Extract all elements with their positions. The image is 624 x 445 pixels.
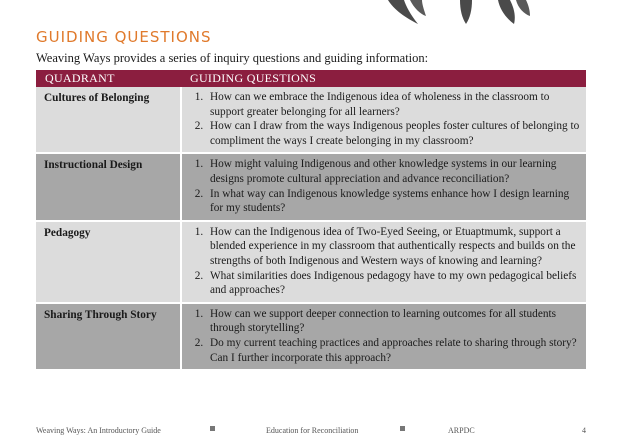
question-list — [190, 90, 580, 148]
footer-separator-icon — [400, 426, 405, 431]
footer-organization: ARPDC — [448, 426, 475, 435]
questions-cell — [181, 153, 586, 220]
question-list — [190, 307, 580, 365]
feathers-graphic — [380, 0, 540, 26]
quadrant-cell: Instructional Design — [36, 153, 181, 220]
questions-cell — [181, 303, 586, 370]
table-row — [36, 303, 586, 370]
table-header-row — [36, 70, 586, 87]
question-item: 1. How can we embrace the Indigenous idea of wholeness in the classroom to support greater belonging for all learners? — [206, 90, 580, 119]
guiding-questions-table — [36, 70, 586, 371]
question-list — [190, 157, 580, 215]
page-number: 4 — [582, 426, 586, 435]
question-list — [190, 225, 580, 298]
footer-separator-icon — [210, 426, 215, 431]
page-title: GUIDING QUESTIONS — [36, 28, 212, 46]
question-item: 2. Do my current teaching practices and approaches relate to sharing through story? Can I further incorporate this approach? — [206, 336, 580, 365]
question-item: 2. How can I draw from the ways Indigenous peoples foster cultures of belonging to compliment the ways I create belonging in my classroom? — [206, 119, 580, 148]
table-row — [36, 153, 586, 220]
table-row — [36, 221, 586, 303]
footer-program-name: Education for Reconciliation — [266, 426, 359, 435]
column-header-quadrant: QUADRANT — [36, 70, 181, 87]
questions-cell — [181, 221, 586, 303]
question-item: 2. In what way can Indigenous knowledge systems enhance how I design learning for my students? — [206, 187, 580, 216]
questions-cell — [181, 87, 586, 153]
table-row — [36, 87, 586, 153]
question-item: 1. How can the Indigenous idea of Two-Eyed Seeing, or Etuaptmumk, support a blended experience in my classroom that authentically respects and builds on the strengths of both Indigenous and Western ways of knowing and learning? — [206, 225, 580, 269]
footer-guide-title: Weaving Ways: An Introductory Guide — [36, 426, 161, 435]
question-item: 1. How can we support deeper connection to learning outcomes for all students through storytelling? — [206, 307, 580, 336]
question-item: 1. How might valuing Indigenous and other knowledge systems in our learning designs promote cultural appreciation and advance reconciliation? — [206, 157, 580, 186]
quadrant-cell: Sharing Through Story — [36, 303, 181, 370]
column-header-guiding-questions: GUIDING QUESTIONS — [181, 70, 586, 87]
question-item: 2. What similarities does Indigenous pedagogy have to my own pedagogical beliefs and approaches? — [206, 269, 580, 298]
quadrant-cell: Pedagogy — [36, 221, 181, 303]
quadrant-cell: Cultures of Belonging — [36, 87, 181, 153]
intro-text: Weaving Ways provides a series of inquiry questions and guiding information: — [36, 51, 429, 65]
